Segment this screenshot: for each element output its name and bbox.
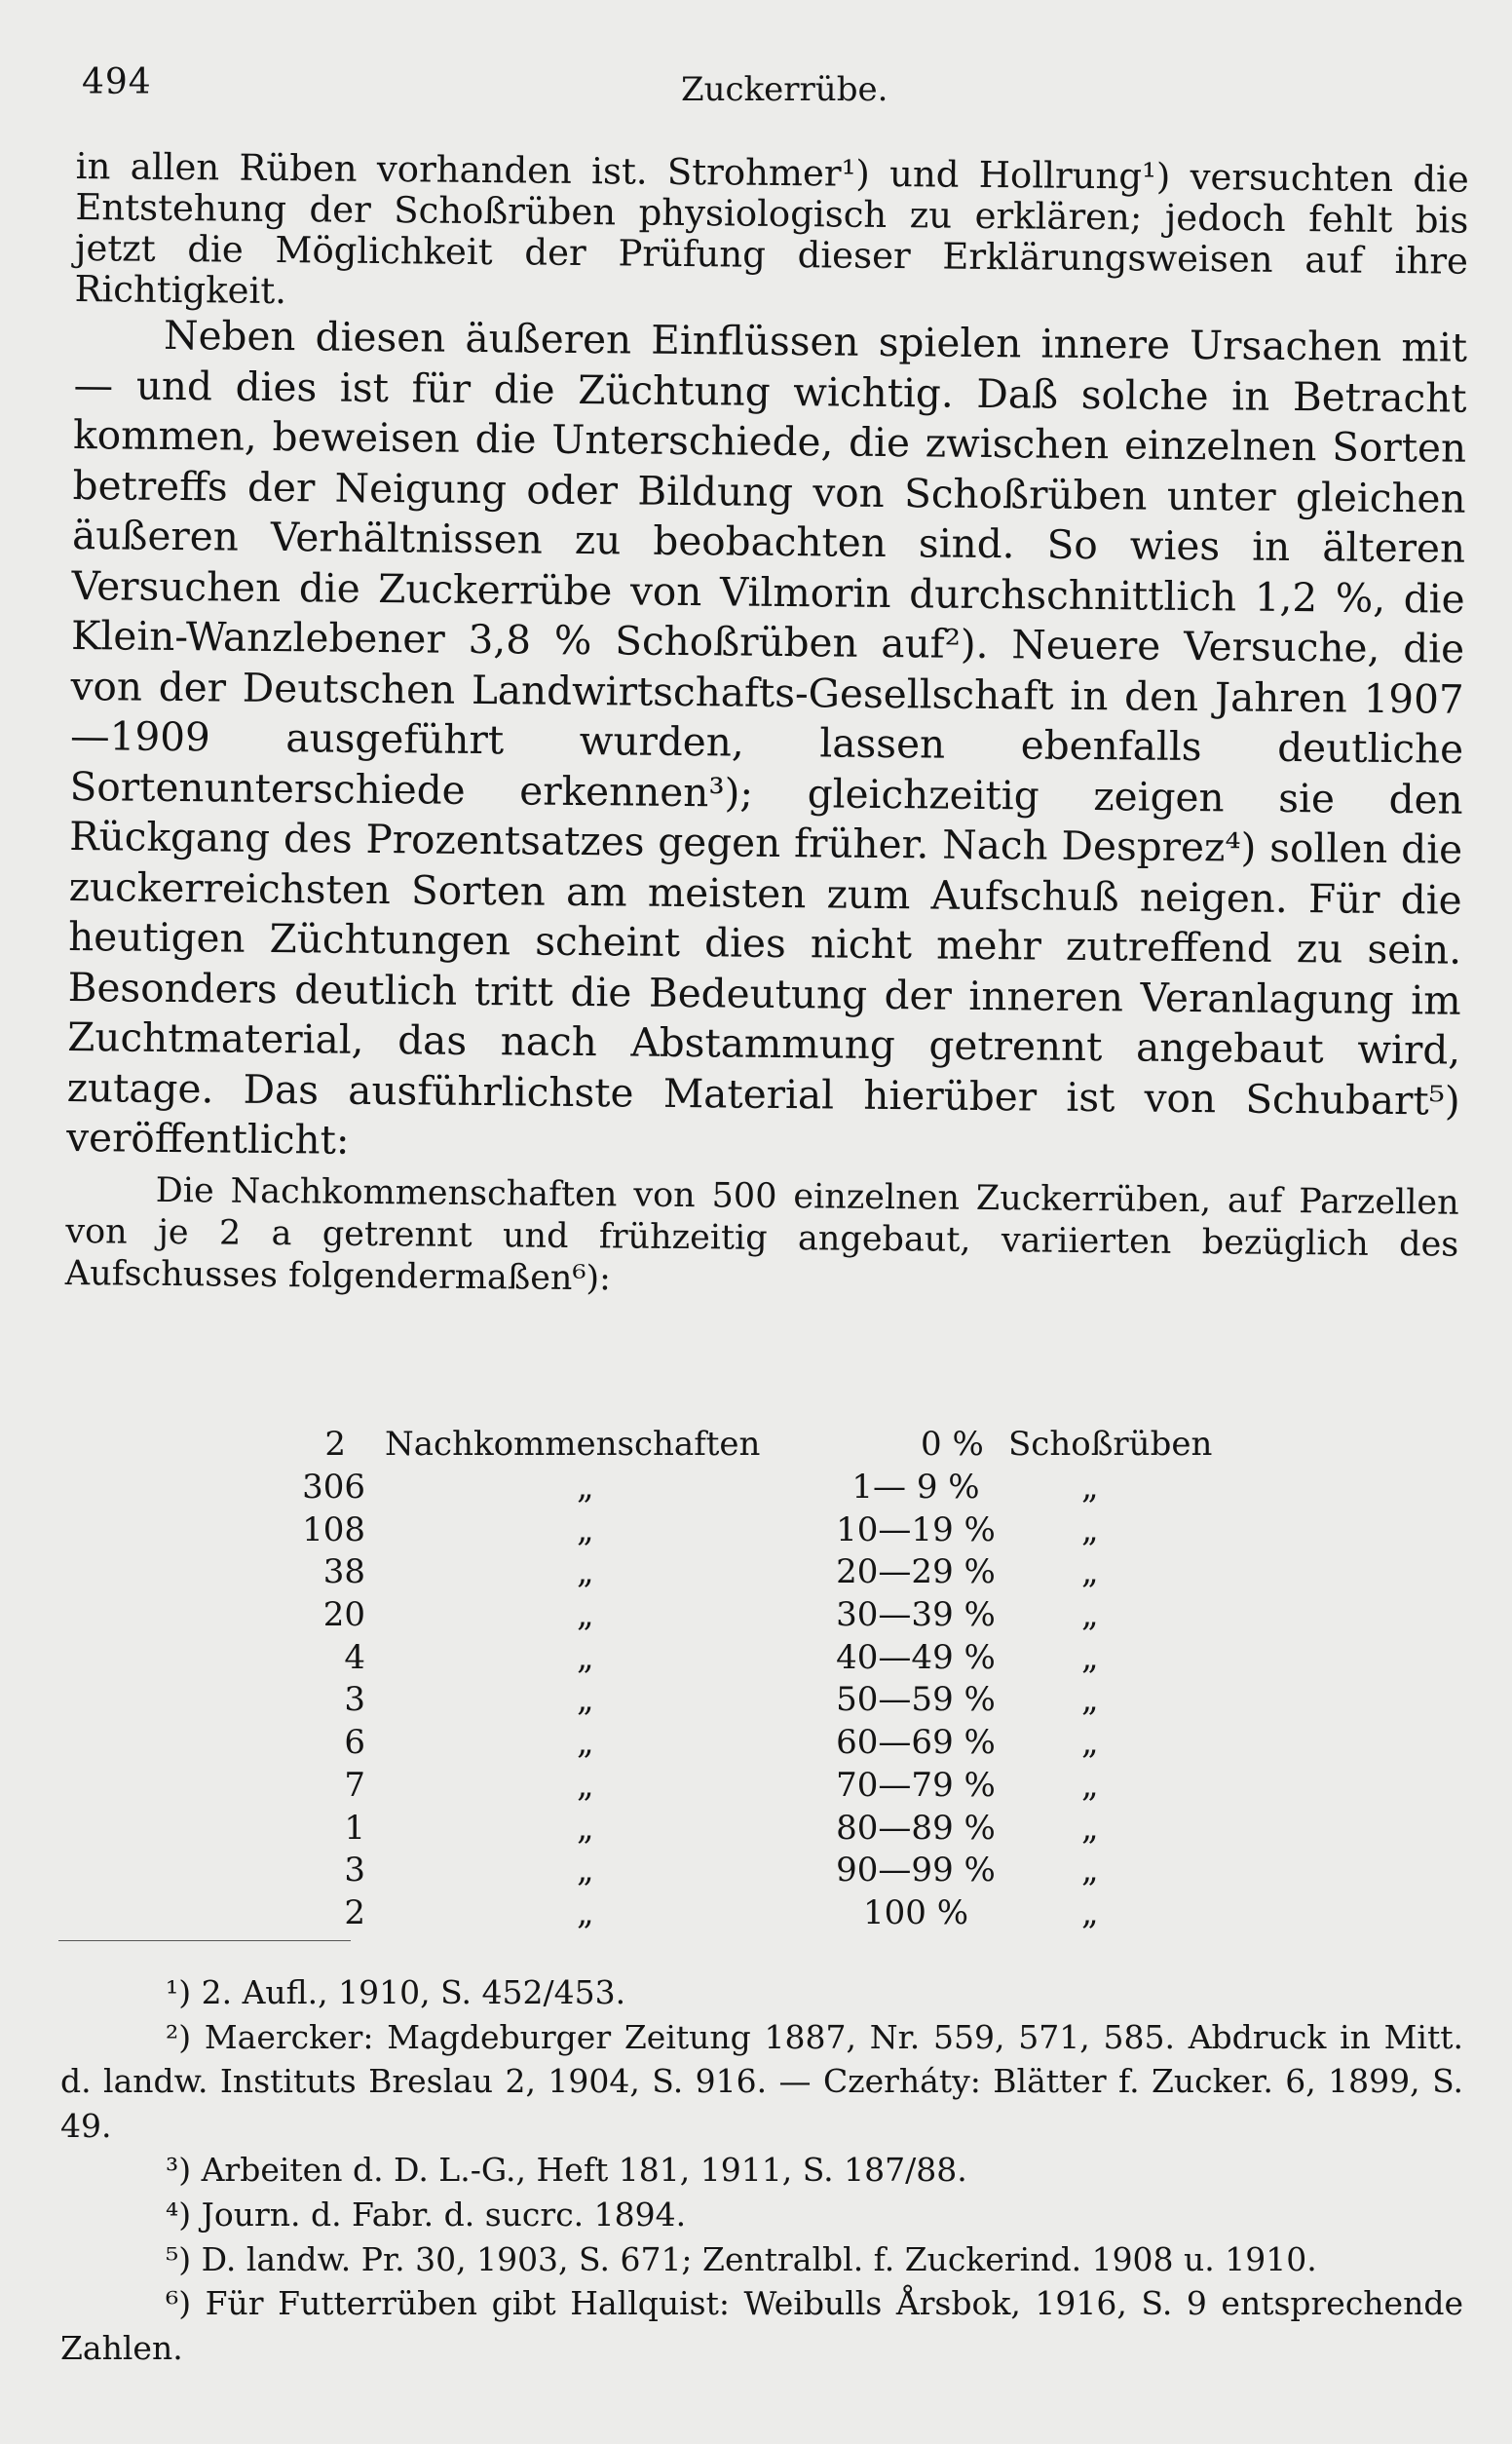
footnotes xyxy=(60,1970,1463,2370)
footnote-1: ¹) 2. Aufl., 1910, S. 452/453. xyxy=(166,1973,626,2011)
footnote-6: ⁶) Für Futterrüben gibt Hallquist: Weibulls Årsbok, 1916, S. 9 entsprechende Zahlen. xyxy=(60,2284,1463,2367)
table-header-count: 2 xyxy=(324,1425,346,1464)
row-ditto: „ xyxy=(577,1552,594,1592)
row-range: 20—29 % xyxy=(836,1552,996,1592)
row-count: 3 xyxy=(344,1680,365,1720)
table-row xyxy=(195,1893,1461,1936)
row-count: 1 xyxy=(344,1808,365,1848)
table-row xyxy=(195,1766,1461,1809)
row-ditto2: „ xyxy=(1081,1892,1099,1932)
table-row xyxy=(195,1595,1461,1638)
row-count: 4 xyxy=(344,1637,365,1677)
distribution-table xyxy=(195,1468,1461,1936)
footnote-2: ²) Maercker: Magdeburger Zeitung 1887, Nr. 559, 571, 585. Abdruck in Mitt. d. landw. Instituts Breslau 2, 1904, S. 916. — Czerháty: Blätter f. Zucker. 6, 1899, S. 49. xyxy=(60,2017,1463,2145)
row-count: 2 xyxy=(344,1892,365,1932)
footnote-5: ⁵) D. landw. Pr. 30, 1903, S. 671; Zentralbl. f. Zuckerind. 1908 u. 1910. xyxy=(166,2239,1317,2278)
footnote-4: ⁴) Journ. d. Fabr. d. sucrc. 1894. xyxy=(166,2195,687,2234)
row-range: 100 % xyxy=(862,1892,968,1932)
row-ditto: „ xyxy=(577,1637,594,1677)
table-header-label2: Schoßrüben xyxy=(1008,1425,1213,1464)
row-range: 90—99 % xyxy=(836,1851,996,1890)
row-count: 38 xyxy=(322,1552,365,1592)
row-ditto: „ xyxy=(577,1509,594,1549)
table-row xyxy=(195,1723,1461,1766)
table-row xyxy=(195,1680,1461,1723)
table-row xyxy=(195,1468,1461,1510)
row-ditto2: „ xyxy=(1081,1765,1099,1805)
row-ditto: „ xyxy=(577,1892,594,1932)
row-range: 40—49 % xyxy=(836,1637,996,1677)
row-range: 80—89 % xyxy=(836,1808,996,1848)
paragraph-2: Neben diesen äußeren Einflüssen spielen innere Ursachen mit — und dies ist für die Züchtung wichtig. Daß solche in Betracht kommen, beweisen die Unterschiede, die zwischen einzelnen Sorten betreffs der Neigung oder Bildung von Schoßrüben unter gleichen äußeren Verhältnissen zu beobachten sind. So wies in älteren Versuchen die Zuckerrübe von Vilmorin durchschnittlich 1,2 %, die Klein-Wanzlebener 3,8 % Schoßrüben auf²). Neuere Versuche, die von der Deutschen Landwirtschafts-Gesellschaft in den Jahren 1907—1909 ausgeführt wurden, lassen ebenfalls deutliche Sortenunterschiede erkennen³); gleichzeitig zeigen sie den Rückgang des Prozentsatzes gegen früher. Nach Desprez⁴) sollen die zuckerreichsten Sorten am meisten zum Aufschuß neigen. Für die heutigen Züchtungen scheint dies nicht mehr zutreffend zu sein. Besonders deutlich tritt die Bedeutung der inneren Veranlagung im Zuchtmaterial, das nach Abstammung getrennt angebaut wird, zutage. Das ausführlichste Material hierüber ist von Schubart⁵) veröffentlicht: xyxy=(66,311,1468,1164)
row-ditto: „ xyxy=(577,1595,594,1635)
paragraph-1: in allen Rüben vorhanden ist. Strohmer¹) und Hollrung¹) versuchten die Entstehung der Schoßrüben physiologisch zu erklären; jedoch fehlt bis jetzt die Möglichkeit der Prüfung dieser Erklärungsweisen auf ihre Richtigkeit. xyxy=(74,145,1469,313)
row-range: 70—79 % xyxy=(836,1765,996,1805)
row-ditto2: „ xyxy=(1081,1723,1099,1763)
row-ditto: „ xyxy=(577,1851,594,1890)
row-ditto2: „ xyxy=(1081,1468,1099,1507)
row-count: 20 xyxy=(322,1595,365,1635)
row-count: 3 xyxy=(344,1851,365,1890)
paragraph-3: Die Nachkommenschaften von 500 einzelnen Zuckerrüben, auf Parzellen von je 2 a getrennt und frühzeitig angebaut, variierten bezüglich des Aufschusses folgendermaßen⁶): xyxy=(64,1170,1459,1298)
table-header-percent: 0 % xyxy=(921,1425,984,1464)
row-count: 7 xyxy=(344,1765,365,1805)
row-ditto2: „ xyxy=(1081,1637,1099,1677)
footnote-divider xyxy=(58,1940,351,1941)
running-title: Zuckerrübe. xyxy=(681,70,888,109)
row-ditto: „ xyxy=(577,1765,594,1805)
table-row xyxy=(195,1851,1461,1893)
row-range: 50—59 % xyxy=(836,1680,996,1720)
row-ditto: „ xyxy=(577,1808,594,1848)
row-ditto: „ xyxy=(577,1680,594,1720)
page-number: 494 xyxy=(82,62,152,102)
table-row xyxy=(195,1510,1461,1553)
row-ditto2: „ xyxy=(1081,1851,1099,1890)
table-header-label: Nachkommenschaften xyxy=(385,1425,761,1464)
row-ditto2: „ xyxy=(1081,1808,1099,1848)
table-row xyxy=(195,1552,1461,1595)
row-ditto: „ xyxy=(577,1468,594,1507)
row-ditto2: „ xyxy=(1081,1509,1099,1549)
row-ditto2: „ xyxy=(1081,1680,1099,1720)
row-count: 108 xyxy=(302,1509,365,1549)
table-row xyxy=(195,1638,1461,1681)
row-range: 60—69 % xyxy=(836,1723,996,1763)
row-range: 10—19 % xyxy=(836,1509,996,1549)
row-count: 6 xyxy=(344,1723,365,1763)
row-range: 30—39 % xyxy=(836,1595,996,1635)
footnote-3: ³) Arbeiten d. D. L.-G., Heft 181, 1911, S. 187/88. xyxy=(166,2151,967,2190)
row-ditto: „ xyxy=(577,1723,594,1763)
page-header xyxy=(82,62,1446,121)
main-text xyxy=(65,146,1469,1308)
row-ditto2: „ xyxy=(1081,1595,1099,1635)
row-range: 1— 9 % xyxy=(851,1468,980,1507)
row-count: 306 xyxy=(302,1468,365,1507)
row-ditto2: „ xyxy=(1081,1552,1099,1592)
table-row xyxy=(195,1809,1461,1852)
table-header xyxy=(195,1425,1461,1470)
